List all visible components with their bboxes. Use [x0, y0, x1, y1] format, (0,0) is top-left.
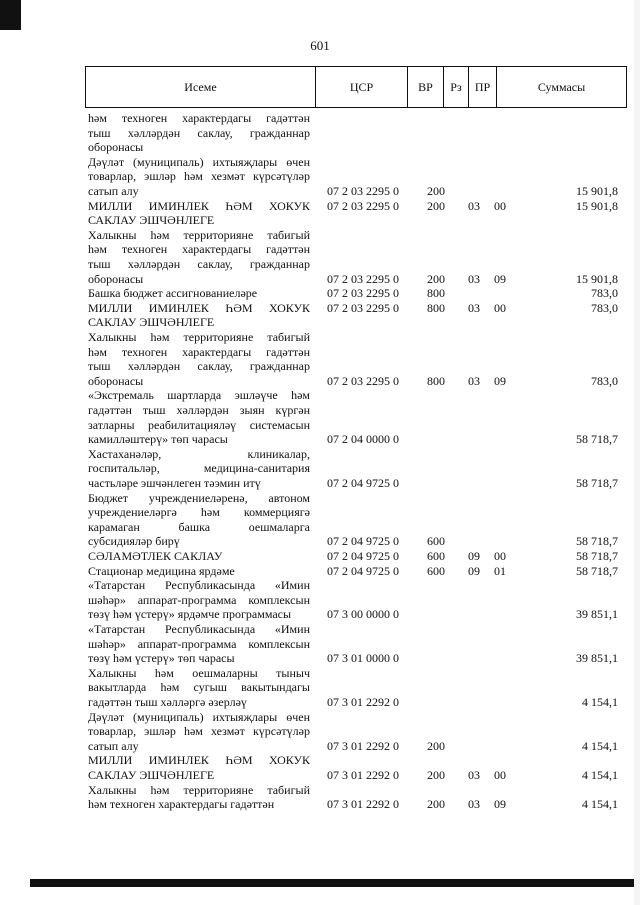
row-name-line: һәм техноген характердагы гадәттән: [88, 111, 310, 125]
row-sum: 15 901,8: [576, 198, 618, 213]
row-sum: 4 154,1: [582, 738, 618, 753]
row-sum: 58 718,7: [576, 476, 618, 490]
row-csr: 07 2 03 2295 0: [327, 184, 399, 198]
row-name-line: МИЛЛИ ИМИНЛЕК ҺӘМ ХОКУК: [88, 198, 310, 213]
row-vr: 600: [427, 549, 445, 563]
row-vr: 800: [427, 286, 445, 301]
row-rz: 03: [468, 271, 480, 286]
row-name-line: гадәттән тыш хәлләрдән зыян күргән: [88, 402, 310, 417]
row-name-line: Халыкны һәм территорияне табигый: [88, 782, 310, 797]
row-vr: 200: [427, 271, 445, 286]
row-name-line: Бюджет учреждениеләренә, автоном: [88, 490, 310, 505]
row-name-line: Стационар медицина ярдәме: [88, 563, 235, 578]
row-name-line: камилләштерү» төп чарасы: [88, 432, 228, 447]
row-sum: 4 154,1: [582, 797, 618, 812]
row-name-line: оборонасы: [88, 373, 144, 388]
row-vr: 200: [427, 738, 445, 753]
row-vr: 200: [427, 198, 445, 213]
row-name-line: Башка бюджет ассигнованиеләре: [88, 286, 258, 301]
row-name-line: САКЛАУ ЭШЧӘНЛЕГЕ: [88, 767, 215, 782]
row-name-line: СӘЛАМӘТЛЕК САКЛАУ: [88, 549, 223, 563]
row-sum: 783,0: [591, 373, 618, 388]
row-name: [88, 301, 310, 330]
row-name-line: оборонасы: [88, 140, 144, 155]
row-csr: 07 2 03 2295 0: [327, 373, 399, 388]
header-name: Исеме: [86, 67, 316, 107]
row-rz: 09: [468, 563, 480, 578]
row-csr: 07 2 03 2295 0: [327, 286, 399, 301]
row-name-line: Хастаханәләр, клиникалар,: [88, 446, 310, 461]
row-csr: 07 3 00 0000 0: [327, 607, 399, 622]
row-name-line: оборонасы: [88, 271, 144, 286]
row-name-line: сатып алу: [88, 738, 139, 753]
row-pr: 09: [494, 797, 506, 812]
row-name-line: товарлар, эшләр һәм хезмәт күрсәтүләр: [88, 724, 310, 739]
row-name-line: «Экстремаль шартларда эшләүче һәм: [88, 388, 310, 403]
row-csr: 07 3 01 2292 0: [327, 695, 399, 709]
row-name-line: һәм техноген характердагы гадәттән: [88, 797, 275, 812]
scan-edge-right: [634, 0, 640, 905]
row-name-line: карамаган башка оешмаларга: [88, 519, 310, 534]
page-number: 601: [310, 38, 330, 53]
row-csr: 07 2 04 9725 0: [327, 476, 399, 490]
row-sum: 4 154,1: [582, 695, 618, 709]
row-pr: 00: [494, 549, 506, 563]
row-sum: 15 901,8: [576, 184, 618, 198]
row-csr: 07 3 01 2292 0: [327, 797, 399, 812]
row-name: [88, 111, 310, 155]
row-name-line: һәм техноген характердагы гадәттән: [88, 344, 310, 359]
row-vr: 200: [427, 184, 445, 198]
row-name-line: тыш хәлләрдән саклау, гражданнар: [88, 359, 310, 374]
row-csr: 07 2 03 2295 0: [327, 271, 399, 286]
row-name: [88, 491, 310, 549]
row-name-line: «Татарстан Республикасында «Имин: [88, 622, 310, 636]
row-pr: 00: [494, 768, 506, 782]
row-sum: 783,0: [591, 300, 618, 315]
row-name: [88, 564, 310, 579]
row-name: [88, 753, 310, 782]
row-name-line: тыш хәлләрдән саклау, гражданнар: [88, 256, 310, 271]
row-csr: 07 2 04 9725 0: [327, 549, 399, 563]
row-name-line: Халыкны һәм территорияне табигый: [88, 330, 310, 344]
row-name-line: затларны реабилитацияләү системасын: [88, 417, 310, 432]
row-rz: 03: [468, 797, 480, 812]
row-name-line: тыш хәлләрдән саклау, гражданнар: [88, 125, 310, 140]
row-name: [88, 388, 310, 446]
row-name-line: субсидияләр бирү: [88, 534, 180, 549]
row-sum: 15 901,8: [576, 271, 618, 286]
row-sum: 4 154,1: [582, 768, 618, 782]
row-name: [88, 447, 310, 491]
row-pr: 09: [494, 373, 506, 388]
header-vr: ВР: [408, 67, 444, 107]
row-name: [88, 710, 310, 754]
row-vr: 800: [427, 300, 445, 315]
row-pr: 01: [494, 563, 506, 578]
row-name: [88, 622, 310, 666]
row-name-line: Дәүләт (муниципаль) ихтыяҗлары өчен: [88, 154, 310, 169]
row-name: [88, 578, 310, 622]
row-name-line: госпитальләр, медицина-санитария: [88, 461, 310, 476]
row-csr: 07 2 03 2295 0: [327, 300, 399, 315]
header-csr: ЦСР: [316, 67, 408, 107]
row-rz: 03: [468, 198, 480, 213]
row-vr: 200: [427, 768, 445, 782]
row-csr: 07 3 01 2292 0: [327, 768, 399, 782]
row-name-line: МИЛЛИ ИМИНЛЕК ҺӘМ ХОКУК: [88, 300, 310, 315]
row-name-line: шәһәр» аппарат-программа комплексын: [88, 592, 310, 607]
row-vr: 800: [427, 373, 445, 388]
row-name-line: Халыкны һәм территорияне табигый: [88, 227, 310, 242]
row-rz: 09: [468, 549, 480, 563]
row-sum: 58 718,7: [576, 563, 618, 578]
row-sum: 58 718,7: [576, 432, 618, 447]
row-csr: 07 3 01 2292 0: [327, 738, 399, 753]
row-name-line: сатып алу: [88, 183, 139, 198]
table-header: [85, 66, 627, 108]
row-name-line: һәм техноген характердагы гадәттән: [88, 242, 310, 257]
row-rz: 03: [468, 300, 480, 315]
row-name: [88, 228, 310, 286]
row-rz: 03: [468, 373, 480, 388]
row-name-line: частьләре эшчәнлеген тәэмин итү: [88, 475, 261, 490]
header-sum: Суммасы: [537, 80, 586, 94]
row-pr: 09: [494, 271, 506, 286]
row-name-line: САКЛАУ ЭШЧӘНЛЕГЕ: [88, 213, 215, 228]
scan-edge-top: [0, 0, 21, 30]
row-name-line: «Татарстан Республикасында «Имин: [88, 578, 310, 593]
row-name: [88, 199, 310, 228]
row-name-line: вакытларда һәм сугыш вакытындагы: [88, 680, 310, 695]
row-sum: 39 851,1: [576, 607, 618, 622]
row-name: [88, 666, 310, 710]
row-name-line: САКЛАУ ЭШЧӘНЛЕГЕ: [88, 315, 215, 330]
row-csr: 07 2 04 9725 0: [327, 563, 399, 578]
row-sum: 58 718,7: [576, 534, 618, 549]
row-vr: 600: [427, 534, 445, 549]
row-name: [88, 330, 310, 388]
row-name: [88, 549, 310, 564]
row-name: [88, 783, 310, 812]
row-sum: 58 718,7: [576, 549, 618, 563]
header-rz: Рз: [444, 67, 469, 107]
row-name-line: товарлар, эшләр һәм хезмәт күрсәтүләр: [88, 169, 310, 184]
row-csr: 07 2 03 2295 0: [327, 198, 399, 213]
row-sum: 39 851,1: [576, 651, 618, 666]
row-csr: 07 2 04 0000 0: [327, 432, 399, 447]
row-name-line: учреждениеләргә һәм коммерциягә: [88, 505, 310, 520]
header-pr: ПР: [469, 67, 497, 107]
row-name-line: МИЛЛИ ИМИНЛЕК ҺӘМ ХОКУК: [88, 753, 310, 768]
row-pr: 00: [494, 198, 506, 213]
row-name-line: шәһәр» аппарат-программа комплексын: [88, 636, 310, 651]
row-name-line: Халыкны һәм оешмаларны тыныч: [88, 665, 310, 680]
row-name-line: гадәттән тыш хәлләргә әзерләү: [88, 694, 247, 709]
row-vr: 200: [427, 797, 445, 812]
row-pr: 00: [494, 300, 506, 315]
row-name: [88, 286, 310, 301]
row-name-line: төзү һәм үстерү» ярдәмче программасы: [88, 607, 292, 622]
row-vr: 600: [427, 563, 445, 578]
row-rz: 03: [468, 768, 480, 782]
row-name-line: Дәүләт (муниципаль) ихтыяҗлары өчен: [88, 709, 310, 724]
row-sum: 783,0: [591, 286, 618, 301]
row-name-line: төзү һәм үстерү» төп чарасы: [88, 651, 235, 666]
row-csr: 07 2 04 9725 0: [327, 534, 399, 549]
row-name: [88, 155, 310, 199]
row-csr: 07 3 01 0000 0: [327, 651, 399, 666]
scan-edge-bottom: [30, 879, 636, 887]
